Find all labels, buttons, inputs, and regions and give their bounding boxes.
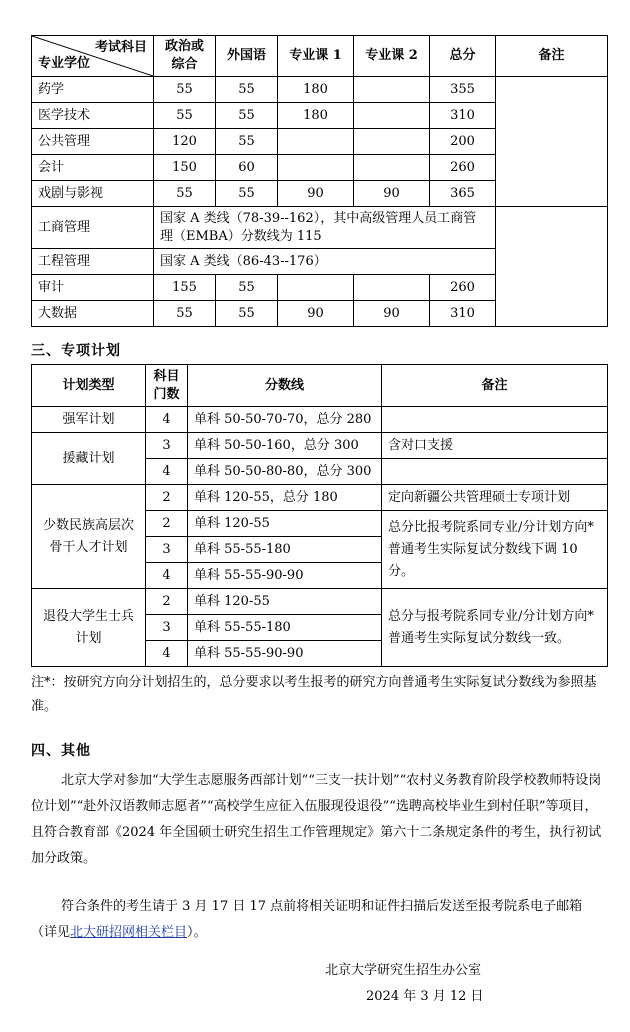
row-name: 大数据: [32, 301, 154, 327]
remarks-cell: 定向新疆公共管理硕士专项计划: [382, 485, 608, 511]
header-subject-label: 考试科目: [94, 40, 147, 55]
cell-foreign: 60: [216, 155, 278, 181]
score-line: 单科 120-55，总分 180: [188, 485, 382, 511]
footnote: 注*：按研究方向分计划招生的，总分要求以考生报考的研究方向普通考生实际复试分数线为参照基准。: [31, 675, 597, 714]
cell-total: 365: [430, 181, 496, 207]
remarks-cell: 总分与报考院系同专业/分计划方向*普通考生实际复试分数线一致。: [382, 589, 608, 667]
header-score-line: 分数线: [188, 365, 382, 407]
header-politics: 政治或 综合: [154, 36, 216, 77]
section-heading-special-plans: 三、专项计划: [31, 343, 121, 359]
row-name: 药学: [32, 77, 154, 103]
header-remarks: 备注: [496, 36, 608, 77]
paragraph-text: 符合条件的考生请于 3 月 17 日 17 点前将相关证明和证件扫描后发送至报考院系电子邮箱（详见: [31, 899, 583, 940]
header-major-1: 专业课 1: [278, 36, 354, 77]
cell-major-1: 180: [278, 103, 354, 129]
table-row: [32, 77, 608, 103]
cell-major-2: [354, 103, 430, 129]
cell-politics: 55: [154, 181, 216, 207]
cell-major-2: 90: [354, 301, 430, 327]
remarks-cell: [496, 77, 608, 207]
score-line: 单科 55-55-180: [188, 537, 382, 563]
paragraph-submission: [31, 894, 607, 946]
cell-foreign: 55: [216, 77, 278, 103]
cell-politics: 120: [154, 129, 216, 155]
cell-major-1: 180: [278, 77, 354, 103]
subject-count: 3: [146, 537, 188, 563]
row-name: 医学技术: [32, 103, 154, 129]
cell-foreign: 55: [216, 129, 278, 155]
header-plan-type: 计划类型: [32, 365, 146, 407]
remarks-cell: 总分比报考院系同专业/分计划方向*普通考生实际复试分数线下调 10 分。: [382, 511, 608, 589]
subject-count: 2: [146, 589, 188, 615]
table-row: [32, 433, 608, 459]
row-name: 工程管理: [32, 249, 154, 275]
signature-office: 北京大学研究生招生办公室: [325, 963, 482, 978]
plan-type: 强军计划: [32, 407, 146, 433]
remarks-cell: [382, 407, 608, 433]
subject-count: 4: [146, 407, 188, 433]
cell-major-1: [278, 275, 354, 301]
cell-total: 355: [430, 77, 496, 103]
cell-politics: 150: [154, 155, 216, 181]
cell-major-2: [354, 129, 430, 155]
subject-count: 3: [146, 433, 188, 459]
cell-major-1: 90: [278, 181, 354, 207]
cell-foreign: 55: [216, 181, 278, 207]
score-line: 单科 50-50-80-80，总分 300: [188, 459, 382, 485]
subject-count: 4: [146, 641, 188, 667]
subject-count: 4: [146, 563, 188, 589]
row-name: 审计: [32, 275, 154, 301]
cell-major-2: [354, 275, 430, 301]
cell-major-2: [354, 155, 430, 181]
cell-total: 310: [430, 103, 496, 129]
cell-politics: 55: [154, 301, 216, 327]
remarks-cell: 含对口支援: [382, 433, 608, 459]
diagonal-header-cell: [32, 36, 154, 77]
header-remarks: 备注: [382, 365, 608, 407]
paragraph-text: ）。: [187, 925, 207, 940]
subject-count: 3: [146, 615, 188, 641]
header-foreign-language: 外国语: [216, 36, 278, 77]
row-name: 工商管理: [32, 207, 154, 249]
paragraph-bonus-policy: 北京大学对参加“大学生志愿服务西部计划”“三支一扶计划”“农村义务教育阶段学校教师特设岗位计划”“赴外汉语教师志愿者”“高校学生应征入伍服现役退役”“选聘高校毕业生到村任职”等项目，且符合教育部《2024 年全国硕士研究生招生工作管理规定》第六十二条规定条件的考生，执行初试加分政策。: [31, 773, 602, 866]
cell-major-1: [278, 155, 354, 181]
header-subject-count: 科目 门数: [146, 365, 188, 407]
cell-total: 260: [430, 275, 496, 301]
plan-type: 援藏计划: [32, 433, 146, 485]
subject-count: 2: [146, 485, 188, 511]
cell-total: 310: [430, 301, 496, 327]
score-line: 单科 55-55-90-90: [188, 563, 382, 589]
cell-major-1: [278, 129, 354, 155]
table-row: [32, 407, 608, 433]
plan-type: 退役大学生士兵计划: [32, 589, 146, 667]
score-table-professional-degree: [31, 35, 608, 327]
section-heading-other: 四、其他: [31, 743, 91, 759]
score-line: 单科 120-55: [188, 511, 382, 537]
header-major-2: 专业课 2: [354, 36, 430, 77]
cell-politics: 55: [154, 77, 216, 103]
row-note-text: 国家 A 类线（86-43--176）: [154, 249, 496, 275]
row-name: 会计: [32, 155, 154, 181]
score-line: 单科 55-55-90-90: [188, 641, 382, 667]
score-line: 单科 50-50-160，总分 300: [188, 433, 382, 459]
cell-total: 260: [430, 155, 496, 181]
cell-foreign: 55: [216, 301, 278, 327]
subject-count: 4: [146, 459, 188, 485]
table-row: [32, 589, 608, 615]
plan-type: 少数民族高层次骨干人才计划: [32, 485, 146, 589]
special-plans-table: [31, 364, 608, 667]
row-name: 公共管理: [32, 129, 154, 155]
score-line: 单科 120-55: [188, 589, 382, 615]
admissions-site-link[interactable]: 北大研招网相关栏目: [70, 925, 188, 940]
score-line: 单科 55-55-180: [188, 615, 382, 641]
cell-total: 200: [430, 129, 496, 155]
header-total: 总分: [430, 36, 496, 77]
table-row: [32, 485, 608, 511]
score-line: 单科 50-50-70-70，总分 280: [188, 407, 382, 433]
cell-politics: 55: [154, 103, 216, 129]
cell-politics: 155: [154, 275, 216, 301]
cell-foreign: 55: [216, 275, 278, 301]
cell-major-2: [354, 77, 430, 103]
row-note-text: 国家 A 类线（78-39--162），其中高级管理人员工商管理（EMBA）分数线为 115: [154, 207, 496, 249]
remarks-cell: [496, 207, 608, 327]
remarks-cell: [382, 459, 608, 485]
table-row: [32, 207, 608, 249]
cell-major-1: 90: [278, 301, 354, 327]
signature-date: 2024 年 3 月 12 日: [366, 989, 484, 1004]
row-name: 戏剧与影视: [32, 181, 154, 207]
subject-count: 2: [146, 511, 188, 537]
cell-foreign: 55: [216, 103, 278, 129]
cell-major-2: 90: [354, 181, 430, 207]
header-degree-label: 专业学位: [38, 56, 91, 71]
